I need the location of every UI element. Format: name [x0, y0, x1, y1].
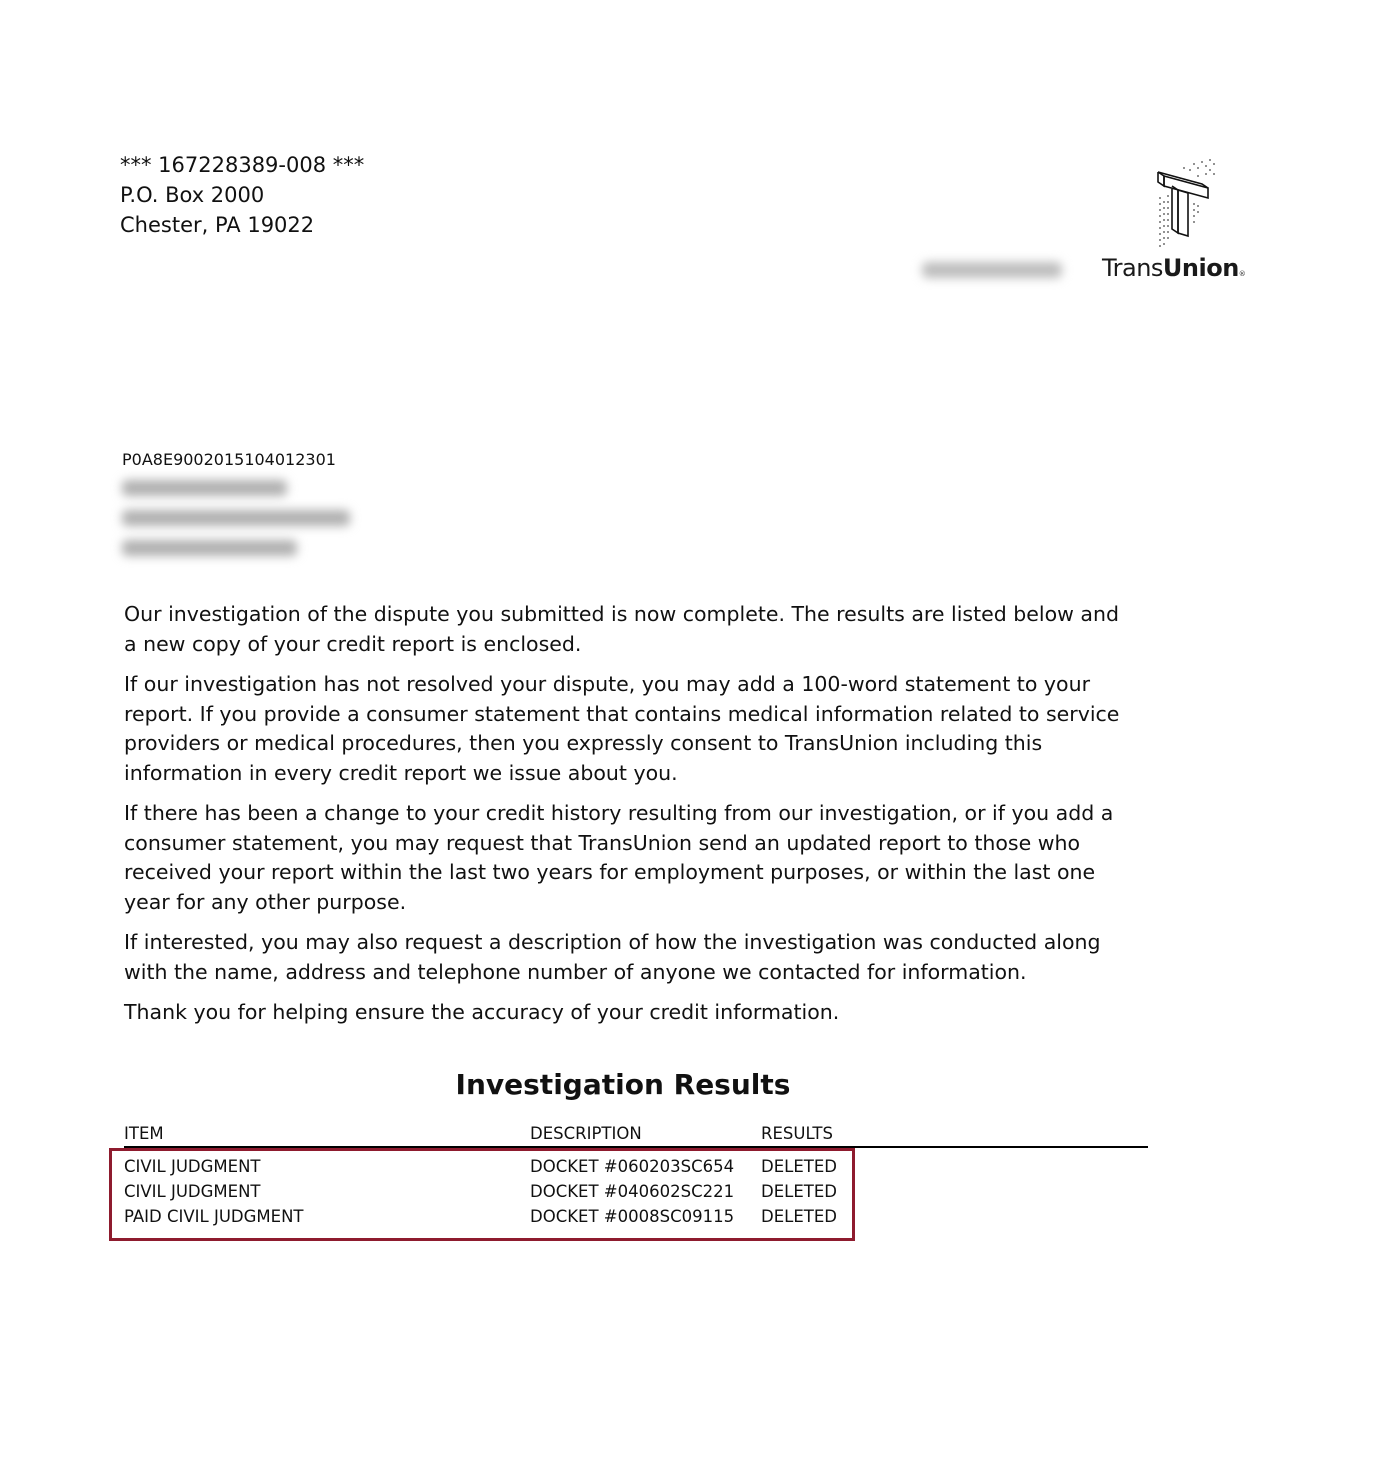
redacted-line: [122, 540, 297, 556]
letter-body: [124, 600, 1134, 1039]
wordmark-bold: Union: [1162, 254, 1239, 282]
sender-city-line: Chester, PA 19022: [120, 213, 315, 237]
sender-po-box: P.O. Box 2000: [120, 183, 265, 207]
row-item: CIVIL JUDGMENT: [124, 1157, 261, 1176]
row-description: DOCKET #0008SC09115: [530, 1207, 735, 1226]
wordmark-regular: Trans: [1102, 254, 1163, 282]
transunion-logo-mark-icon: [1154, 158, 1216, 254]
row-item: PAID CIVIL JUDGMENT: [124, 1207, 304, 1226]
reference-code: P0A8E9002015104012301: [122, 450, 336, 469]
results-title: Investigation Results: [455, 1068, 791, 1101]
redacted-line: [122, 480, 287, 496]
redacted-recipient-address: [122, 480, 350, 570]
row-description: DOCKET #040602SC221: [530, 1182, 735, 1201]
paragraph: If interested, you may also request a description of how the investigation was conducted along with the name, address and telephone number of anyone we contacted for information.: [124, 930, 1101, 984]
transunion-wordmark: [1102, 254, 1245, 282]
paragraph: Our investigation of the dispute you submitted is now complete. The results are listed below and a new copy of your credit report is enclosed.: [124, 602, 1119, 656]
header-description: DESCRIPTION: [530, 1124, 642, 1143]
header-item: ITEM: [124, 1124, 164, 1143]
return-address: [120, 150, 364, 240]
paragraph: Thank you for helping ensure the accuracy of your credit information.: [124, 1000, 840, 1024]
trademark-symbol: ®: [1238, 270, 1246, 278]
row-result: DELETED: [761, 1207, 837, 1226]
redacted-date: [922, 262, 1062, 278]
row-result: DELETED: [761, 1182, 837, 1201]
sender-code-line: *** 167228389-008 ***: [120, 153, 365, 177]
row-result: DELETED: [761, 1157, 837, 1176]
table-row: [124, 1205, 884, 1229]
table-row: [124, 1180, 884, 1204]
results-table-header: [124, 1124, 1148, 1148]
paragraph: If our investigation has not resolved your dispute, you may add a 100-word statement to your report. If you provide a consumer statement that contains medical information related to service providers or medical procedures, then you expressly consent to TransUnion including this information in every credit report we issue about you.: [124, 672, 1120, 785]
header-results: RESULTS: [761, 1124, 833, 1143]
row-item: CIVIL JUDGMENT: [124, 1182, 261, 1201]
redacted-line: [122, 510, 350, 526]
row-description: DOCKET #060203SC654: [530, 1157, 735, 1176]
transunion-logo: [1096, 158, 1246, 286]
table-row: [124, 1155, 884, 1179]
paragraph: If there has been a change to your credit history resulting from our investigation, or if you add a consumer statement, you may request that TransUnion send an updated report to those who received your report within the last two years for employment purposes, or within the last one year for any other purpose.: [124, 801, 1114, 914]
